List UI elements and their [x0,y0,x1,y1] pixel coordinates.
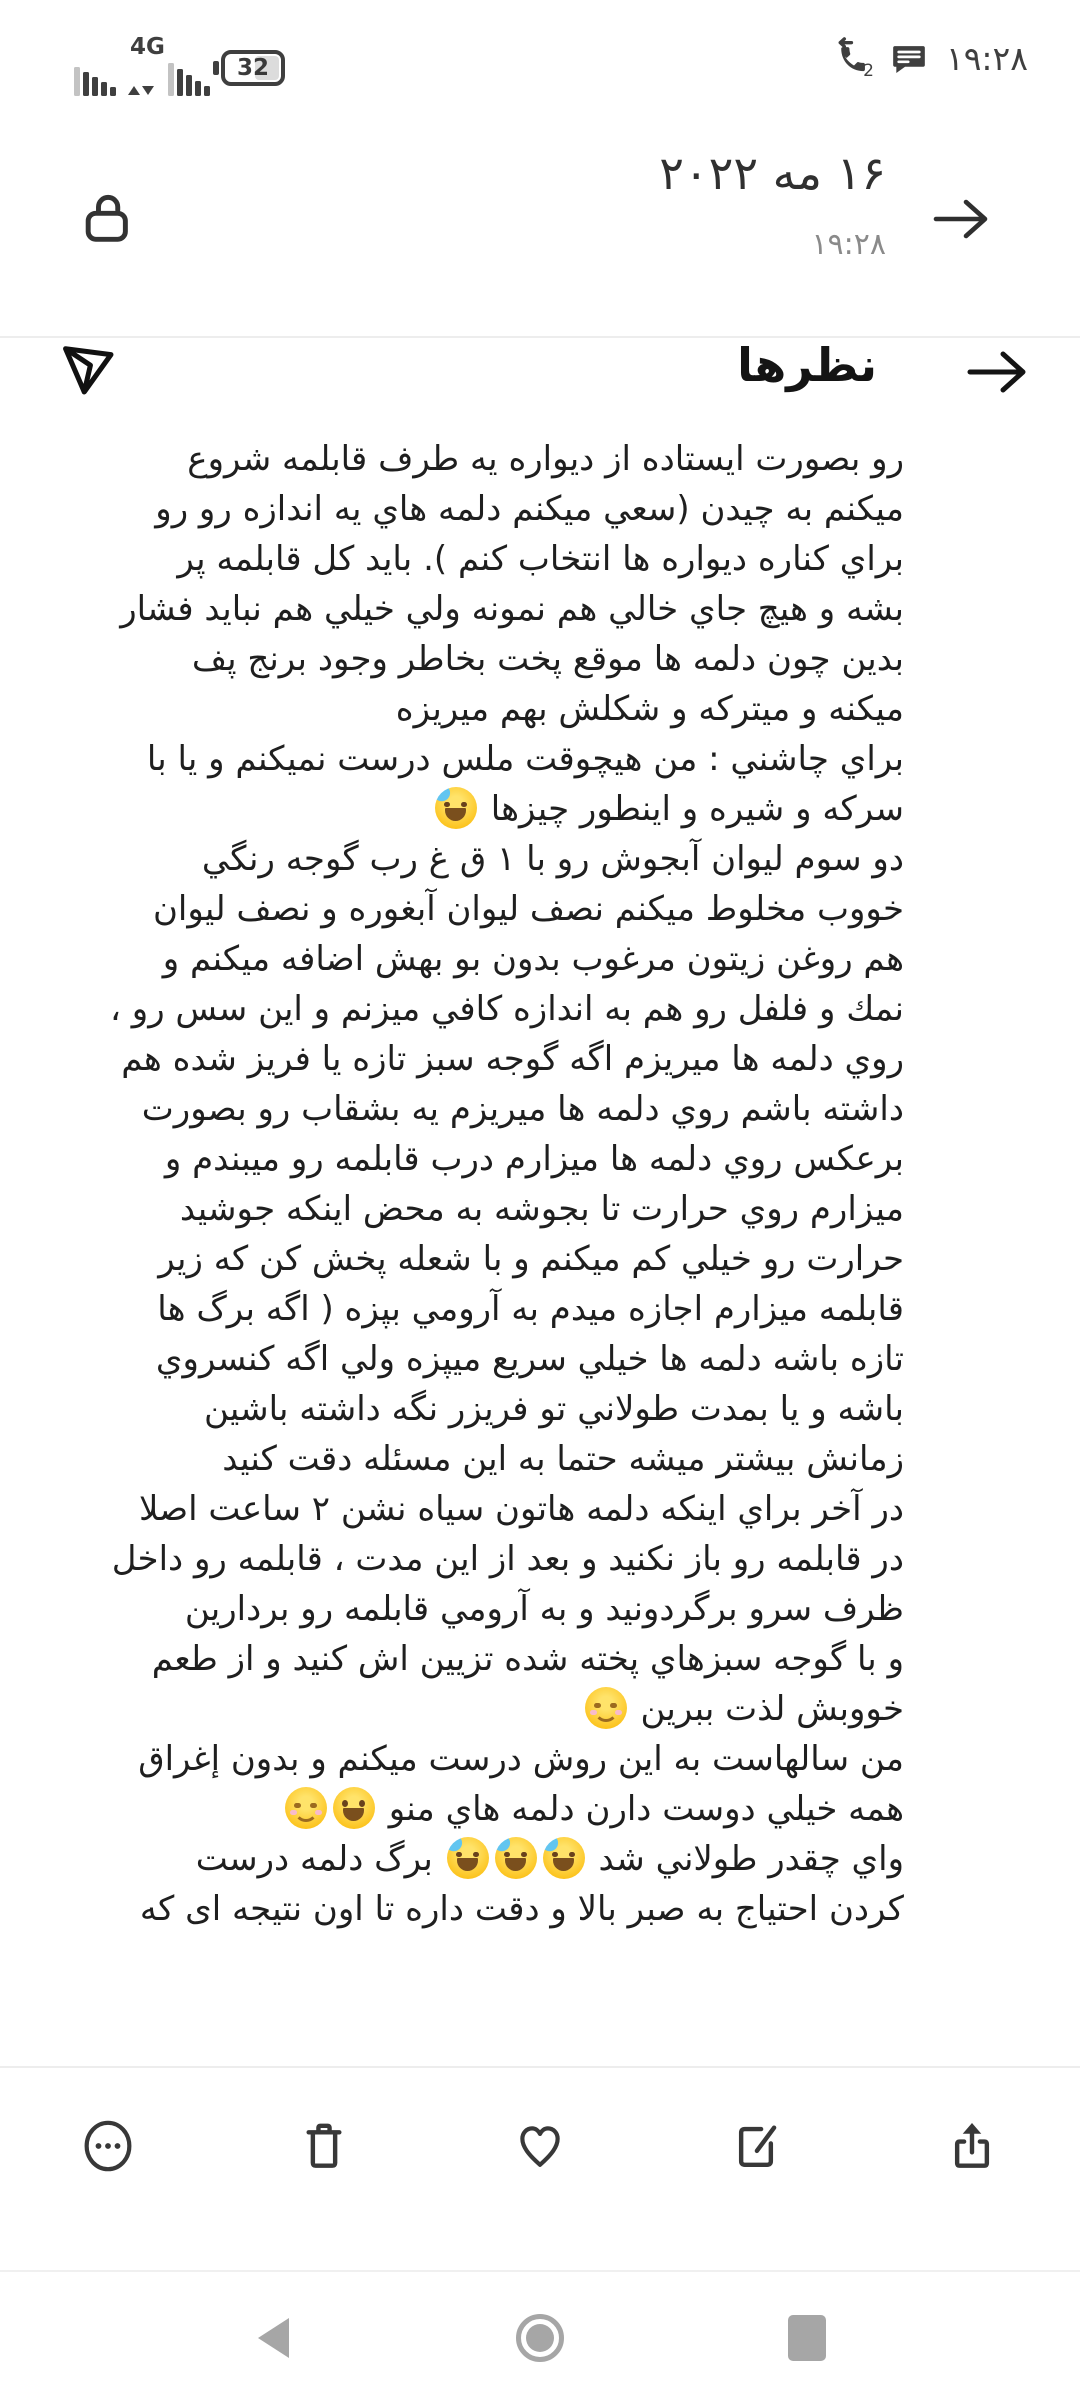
nav-recents-button[interactable] [673,2296,940,2380]
battery-icon [221,50,285,86]
toolbar-divider [0,2066,1080,2068]
more-options-button[interactable] [0,2088,216,2204]
signal-bars-icon [168,63,210,96]
share-button[interactable] [864,2088,1080,2204]
send-icon[interactable] [56,336,120,402]
delete-button[interactable] [216,2088,432,2204]
sweat-smile-emoji [495,1837,537,1879]
battery-percent: 32 [237,54,270,81]
android-nav-bar [140,2296,940,2380]
nav-home-icon [516,2314,564,2362]
message-icon [890,39,928,77]
unlock-icon[interactable] [80,190,134,246]
nav-home-button[interactable] [407,2296,674,2380]
note-time: ۱۹:۲۸ [811,227,886,263]
status-time: ۱۹:۲۸ [945,38,1028,78]
status-left-cluster [58,34,285,96]
header-divider [0,336,1080,338]
back-arrow-icon[interactable] [932,194,992,244]
sweat-smile-emoji [447,1837,489,1879]
note-date: ۱۶ مه ۲۰۲۲ [659,146,886,200]
note-paragraph: من سالهاست به این روش درست میکنم و بدون إغراق همه خیلي دوست دارن دلمه هاي منو [138,1739,904,1829]
smiling-blush-emoji [285,1787,327,1829]
sim2-badge: 2 [863,61,874,81]
page-title: نظرها [737,338,877,392]
nav-back-button[interactable] [140,2296,407,2380]
like-button[interactable] [432,2088,648,2204]
status-right-cluster [832,36,1028,80]
note-toolbar [0,2088,1080,2204]
note-paragraph: دو سوم لیوان آبجوش رو با ۱ ق غ رب گوجه رنگي خووب مخلوط میکنم نصف لیوان آبغوره و نصف لیوان هم روغن زیتون مرغوب بدون بو بهش اضافه میکنم و نمك و فلفل رو هم به اندازه کافي میزنم و این سس رو ، روي دلمه ها میریزم اگه گوجه سبز تازه یا فریز شده هم داشته باشم روي دلمه ها میریزم یه بشقاب رو بصورت برعکس روي دلمه ها میزارم درب قابلمه رو میبندم و میزارم روي حرارت تا بجوشه به محض اینکه جوشید حرارت رو خیلي کم میکنم و با شعله پخش کن که زیر قابلمه میزارم اجازه میدم به آرومي بپزه ( اگه برگ ها تازه باشه دلمه ها خیلي سریع میپزه ولي اگه کنسروي باشه و یا بمدت طولاني تو فریزر نگه داشته باشین زمانش بیشتر میشه حتما به این مسئله دقت کنید [110,839,904,1479]
note-paragraph: براي چاشني : من هیچوقت ملس درست نمیکنم و یا با سرکه و شیره و اینطور چیزها [146,739,904,829]
phone-sim2-icon [832,36,872,80]
nav-recents-icon [788,2315,826,2361]
more-options-icon [80,2117,136,2175]
grinning-face-emoji [333,1787,375,1829]
signal-bars-icon [74,67,116,96]
delete-icon [296,2117,352,2175]
nav-back-icon [258,2318,289,2358]
note-paragraph: واي چقدر طولاني شد برگ دلمه درست کردن احتیاج به صبر بالا و دقت داره تا اون نتیجه ای که [139,1839,904,1929]
edit-icon [728,2117,784,2175]
note-paragraph: و با گوجه سبزهاي پخته شده تزیین اش کنید و از طعم خووبش لذت ببرین [151,1639,904,1729]
note-paragraph: رو بصورت ایستاده از دیواره یه طرف قابلمه شروع میکنم به چیدن (سعي میکنم دلمه هاي یه اندازه رو رو براي کناره دیواره ها انتخاب کنم ). باید کل قابلمه پر بشه و هیچ جاي خالي هم نمونه ولي خیلي هم نباید فشار بدین چون دلمه ها موقع پخت بخاطر وجود برنج پف میکنه و میترکه و شکلش بهم میریزه [120,439,904,729]
back-arrow-icon[interactable] [966,346,1030,398]
network-type-badge: 4G [130,34,165,60]
sim1-signal [128,34,210,96]
smiling-blush-emoji [585,1687,627,1729]
data-activity-icon [128,86,154,95]
battery-nub [213,61,219,75]
sim2-signal [74,40,116,96]
edit-button[interactable] [648,2088,864,2204]
sweat-smile-emoji [543,1837,585,1879]
note-body [110,434,904,2066]
navbar-divider [0,2270,1080,2272]
sweat-smile-emoji [435,787,477,829]
note-paragraph: در آخر براي اینکه دلمه هاتون سیاه نشن ۲ ساعت اصلا در قابلمه رو باز نکنید و بعد از این مدت ، قابلمه رو داخل ظرف سرو برگردونید و به آرومي قابلمه رو بردارین [111,1489,904,1629]
status-bar [0,0,1080,100]
note-meta [659,146,886,262]
like-icon [512,2117,568,2175]
share-icon [944,2117,1000,2175]
